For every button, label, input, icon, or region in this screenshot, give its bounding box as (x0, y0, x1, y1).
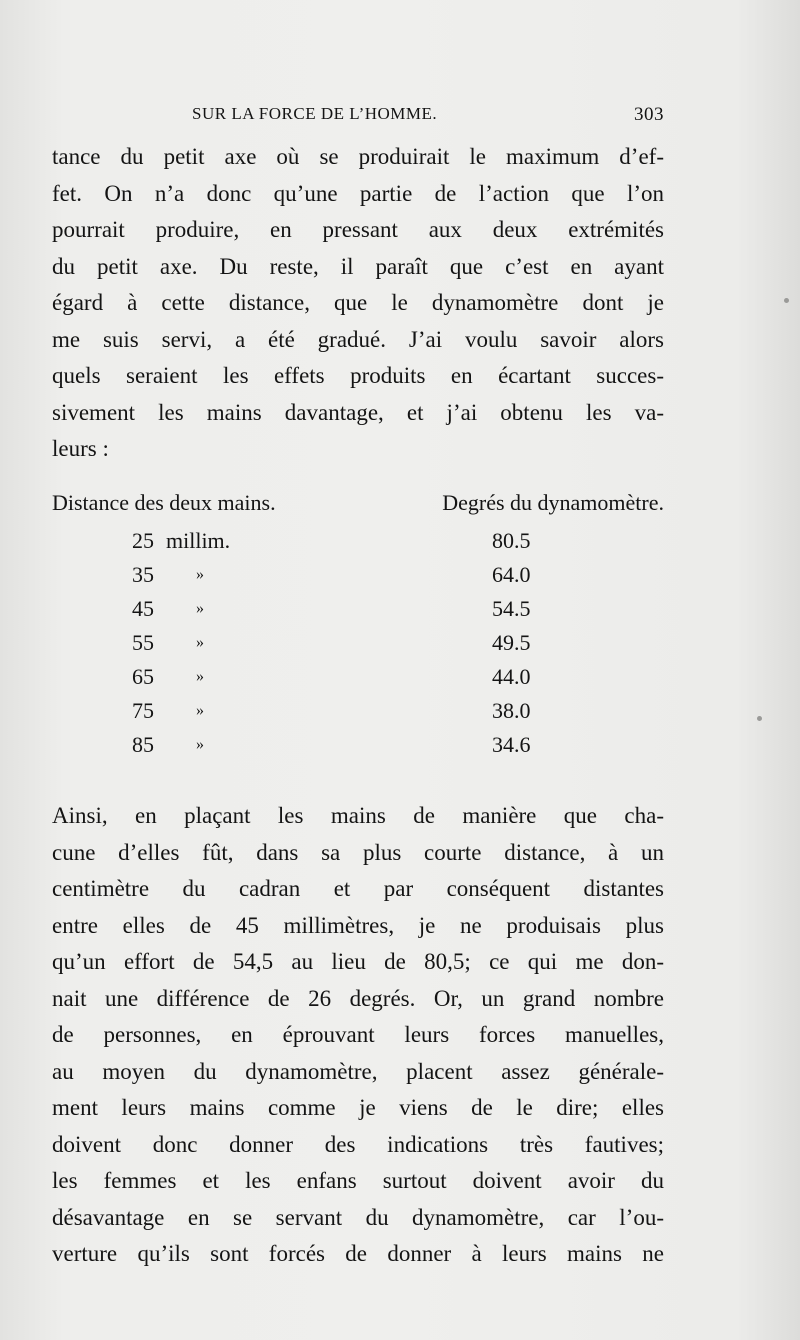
text-line: cune d’elles fût, dans sa plus courte distance, à un (52, 839, 664, 865)
distance-unit: millim. (166, 528, 231, 553)
table-row (52, 728, 664, 762)
degrees-value: 44.0 (492, 664, 531, 689)
column-header-degrees: Degrés du dynamomètre. (442, 490, 664, 515)
table-row (52, 626, 664, 660)
degrees-value: 80.5 (492, 528, 531, 553)
column-header-distance: Distance des deux mains. (52, 490, 276, 515)
distance-value: 65 (132, 664, 154, 689)
text-line: quels seraient les effets produits en écartant succes- (52, 363, 664, 388)
text-line: désavantage en se servant du dynamomètre, car l’ou- (52, 1204, 664, 1230)
paper-speck (757, 716, 762, 721)
degrees-value: 38.0 (492, 698, 531, 723)
ditto-mark: » (196, 668, 204, 685)
paragraph-1 (52, 139, 664, 468)
ditto-mark: » (196, 600, 204, 617)
text-line: fet. On n’a donc qu’une partie de l’action que l’on (52, 180, 664, 206)
distance-value: 85 (132, 732, 154, 757)
distance-value: 25 (132, 528, 154, 553)
text-line: leurs : (52, 436, 109, 461)
text-line: au moyen du dynamomètre, placent assez générale- (52, 1058, 664, 1084)
distance-degrees-table (52, 490, 664, 762)
ditto-mark: » (196, 702, 204, 719)
text-line: du petit axe. Du reste, il paraît que c’est en ayant (52, 253, 664, 279)
text-line: entre elles de 45 millimètres, je ne produisais plus (52, 912, 664, 938)
degrees-value: 49.5 (492, 630, 531, 655)
text-line: qu’un effort de 54,5 au lieu de 80,5; ce qui me don- (52, 949, 664, 974)
text-line: me suis servi, a été gradué. J’ai voulu savoir alors (52, 326, 664, 352)
text-line: sivement les mains davantage, et j’ai obtenu les va- (52, 399, 664, 425)
paragraph-2 (52, 798, 664, 1273)
running-header (52, 104, 664, 130)
text-line: de personnes, en éprouvant leurs forces manuelles, (52, 1022, 664, 1047)
table-row (52, 592, 664, 626)
degrees-value: 54.5 (492, 596, 531, 621)
distance-value: 55 (132, 630, 154, 655)
text-line: centimètre du cadran et par conséquent distantes (52, 876, 664, 901)
ditto-mark: » (196, 634, 204, 651)
text-line: les femmes et les enfans surtout doivent avoir du (52, 1168, 664, 1193)
text-line: nait une différence de 26 degrés. Or, un grand nombre (52, 985, 664, 1011)
table-header (52, 490, 664, 524)
running-title: SUR LA FORCE DE L’HOMME. (192, 104, 438, 123)
text-line: doivent donc donner des indications très fautives; (52, 1131, 664, 1157)
table-row (52, 524, 664, 558)
table-row (52, 660, 664, 694)
text-line: ment leurs mains comme je viens de le dire; elles (52, 1095, 664, 1120)
text-line: Ainsi, en plaçant les mains de manière que cha- (52, 803, 664, 828)
page-number: 303 (634, 104, 664, 125)
paper-speck (784, 298, 789, 303)
distance-value: 45 (132, 596, 154, 621)
distance-value: 35 (132, 562, 154, 587)
degrees-value: 64.0 (492, 562, 531, 587)
text-line: tance du petit axe où se produirait le maximum d’ef- (52, 144, 664, 169)
text-line: verture qu’ils sont forcés de donner à leurs mains ne (52, 1241, 664, 1266)
text-line: pourrait produire, en pressant aux deux extrémités (52, 217, 664, 242)
table-row (52, 694, 664, 728)
degrees-value: 34.6 (492, 732, 531, 757)
text-line: égard à cette distance, que le dynamomètre dont je (52, 290, 664, 315)
distance-value: 75 (132, 698, 154, 723)
ditto-mark: » (196, 736, 204, 753)
table-row (52, 558, 664, 592)
ditto-mark: » (196, 566, 204, 583)
